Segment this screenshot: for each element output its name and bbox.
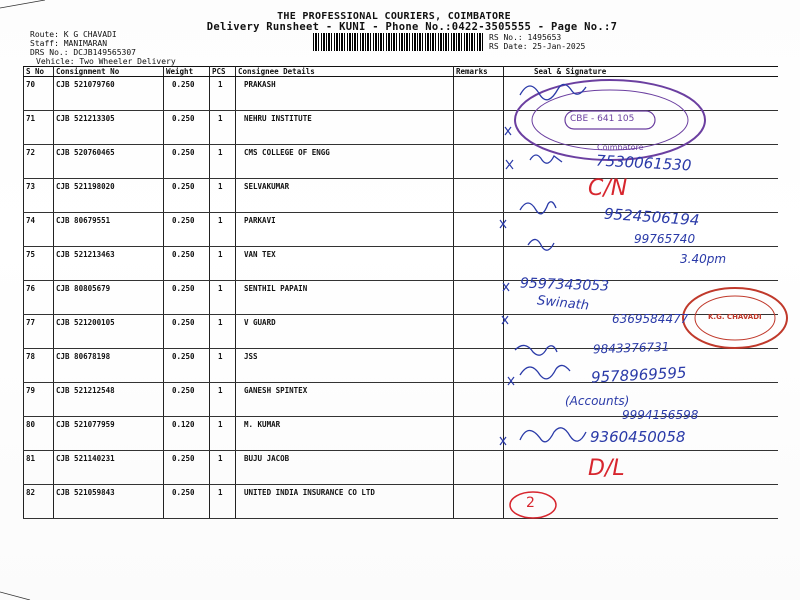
row-sno: 80 (24, 417, 54, 451)
handwritten-phone: 7530061530 (595, 151, 692, 175)
row-sno: 76 (24, 281, 54, 315)
company-title: THE PROFESSIONAL COURIERS, COIMBATORE (277, 11, 511, 22)
handwritten-dl-mark: D/L (588, 456, 625, 481)
barcode-image (313, 33, 483, 51)
row-remarks (454, 77, 504, 111)
table-row (24, 281, 778, 315)
row-seal-signature (504, 77, 778, 111)
row-pcs: 1 (210, 247, 236, 281)
col-pcs: PCS (210, 67, 236, 77)
handwritten-phone: 9524506194 (603, 204, 700, 230)
row-consignee: SELVAKUMAR (236, 179, 454, 213)
row-sno: 70 (24, 77, 54, 111)
row-sno: 75 (24, 247, 54, 281)
handwritten-cn-mark: C/N (588, 176, 628, 201)
handwritten-phone: 9994156598 (622, 408, 699, 422)
row-remarks (454, 349, 504, 383)
drs-number: DRS No.: DCJB149565307 (30, 48, 136, 57)
handwritten-phone: 6369584477 (612, 312, 689, 326)
row-weight: 0.250 (164, 383, 210, 417)
row-consignment-no: CJB 521059843 (54, 485, 164, 519)
row-consignee: CMS COLLEGE OF ENGG (236, 145, 454, 179)
table-row (24, 451, 778, 485)
stamp2-text: K.G. CHAVADI (708, 313, 762, 321)
row-consignment-no: CJB 521140231 (54, 451, 164, 485)
row-consignee: M. KUMAR (236, 417, 454, 451)
row-weight: 0.250 (164, 451, 210, 485)
row-consignment-no: CJB 521213305 (54, 111, 164, 145)
row-remarks (454, 281, 504, 315)
table-row (24, 247, 778, 281)
row-weight: 0.250 (164, 77, 210, 111)
row-pcs: 1 (210, 145, 236, 179)
row-weight: 0.250 (164, 145, 210, 179)
row-consignee: GANESH SPINTEX (236, 383, 454, 417)
row-sno: 73 (24, 179, 54, 213)
row-weight: 0.250 (164, 213, 210, 247)
row-consignment-no: CJB 80678198 (54, 349, 164, 383)
handwritten-phone: 9360450058 (590, 428, 686, 446)
row-consignment-no: CJB 80679551 (54, 213, 164, 247)
delivery-table (23, 66, 778, 519)
row-pcs: 1 (210, 417, 236, 451)
col-seal-signature: Seal & Signature (504, 67, 778, 77)
row-remarks (454, 383, 504, 417)
row-pcs: 1 (210, 111, 236, 145)
row-seal-signature (504, 451, 778, 485)
handwritten-phone: 9578969595 (590, 363, 687, 387)
row-consignee: BUJU JACOB (236, 451, 454, 485)
row-weight: 0.120 (164, 417, 210, 451)
row-weight: 0.250 (164, 281, 210, 315)
row-pcs: 1 (210, 77, 236, 111)
row-weight: 0.250 (164, 315, 210, 349)
rs-number: RS No.: 1495653 (489, 33, 562, 42)
row-consignee: NEHRU INSTITUTE (236, 111, 454, 145)
row-consignee: PARKAVI (236, 213, 454, 247)
row-consignment-no: CJB 520760465 (54, 145, 164, 179)
row-consignee: V GUARD (236, 315, 454, 349)
handwritten-phone: 99765740 (634, 232, 696, 246)
row-pcs: 1 (210, 179, 236, 213)
row-sno: 74 (24, 213, 54, 247)
col-weight: Weight (164, 67, 210, 77)
runsheet-subtitle: Delivery Runsheet - KUNI - Phone No.:0422-3505555 - Page No.:7 (206, 21, 618, 33)
row-consignment-no: CJB 521213463 (54, 247, 164, 281)
row-seal-signature (504, 485, 778, 519)
row-pcs: 1 (210, 213, 236, 247)
row-remarks (454, 247, 504, 281)
row-weight: 0.250 (164, 111, 210, 145)
row-remarks (454, 451, 504, 485)
row-seal-signature (504, 111, 778, 145)
handwritten-note: (Accounts) (565, 394, 630, 408)
row-weight: 0.250 (164, 179, 210, 213)
row-remarks (454, 179, 504, 213)
table-header-row (24, 67, 778, 77)
row-consignee: UNITED INDIA INSURANCE CO LTD (236, 485, 454, 519)
row-remarks (454, 485, 504, 519)
circled-number: 2 (526, 495, 535, 511)
handwritten-phone: 9843376731 (592, 339, 670, 357)
stamp1-bottom: Coimbatore (597, 143, 644, 152)
row-sno: 77 (24, 315, 54, 349)
col-sno: S No (24, 67, 54, 77)
row-remarks (454, 145, 504, 179)
table-row (24, 77, 778, 111)
row-remarks (454, 315, 504, 349)
row-consignee: SENTHIL PAPAIN (236, 281, 454, 315)
row-pcs: 1 (210, 451, 236, 485)
row-sno: 81 (24, 451, 54, 485)
col-consignment: Consignment No (54, 67, 164, 77)
table-row (24, 485, 778, 519)
table-row (24, 111, 778, 145)
row-consignee: JSS (236, 349, 454, 383)
row-pcs: 1 (210, 281, 236, 315)
row-consignee: PRAKASH (236, 77, 454, 111)
handwritten-name: Swinath (536, 293, 590, 314)
row-remarks (454, 417, 504, 451)
row-pcs: 1 (210, 315, 236, 349)
handwritten-phone: 9597343053 (519, 275, 610, 295)
row-consignment-no: CJB 80805679 (54, 281, 164, 315)
row-remarks (454, 213, 504, 247)
handwritten-time: 3.40pm (680, 252, 727, 266)
rs-date: RS Date: 25-Jan-2025 (489, 42, 586, 51)
row-weight: 0.250 (164, 247, 210, 281)
row-consignment-no: CJB 521200105 (54, 315, 164, 349)
corner-mark (0, 592, 30, 600)
staff-label: Staff: MANIMARAN (30, 39, 108, 48)
row-consignment-no: CJB 521198020 (54, 179, 164, 213)
col-remarks: Remarks (454, 67, 504, 77)
row-pcs: 1 (210, 349, 236, 383)
row-sno: 79 (24, 383, 54, 417)
row-sno: 72 (24, 145, 54, 179)
row-consignment-no: CJB 521212548 (54, 383, 164, 417)
row-consignment-no: CJB 521077959 (54, 417, 164, 451)
table-row (24, 179, 778, 213)
route-label: Route: K G CHAVADI (30, 30, 117, 39)
row-consignee: VAN TEX (236, 247, 454, 281)
row-remarks (454, 111, 504, 145)
row-weight: 0.250 (164, 485, 210, 519)
stamp1-city: CBE - 641 105 (570, 114, 635, 124)
row-pcs: 1 (210, 383, 236, 417)
table-body (24, 77, 778, 519)
row-pcs: 1 (210, 485, 236, 519)
row-sno: 78 (24, 349, 54, 383)
row-sno: 71 (24, 111, 54, 145)
corner-mark (0, 0, 45, 8)
row-consignment-no: CJB 521079760 (54, 77, 164, 111)
col-consignee: Consignee Details (236, 67, 454, 77)
vehicle-label: Vehicle: Two Wheeler Delivery (36, 57, 176, 66)
row-sno: 82 (24, 485, 54, 519)
row-weight: 0.250 (164, 349, 210, 383)
